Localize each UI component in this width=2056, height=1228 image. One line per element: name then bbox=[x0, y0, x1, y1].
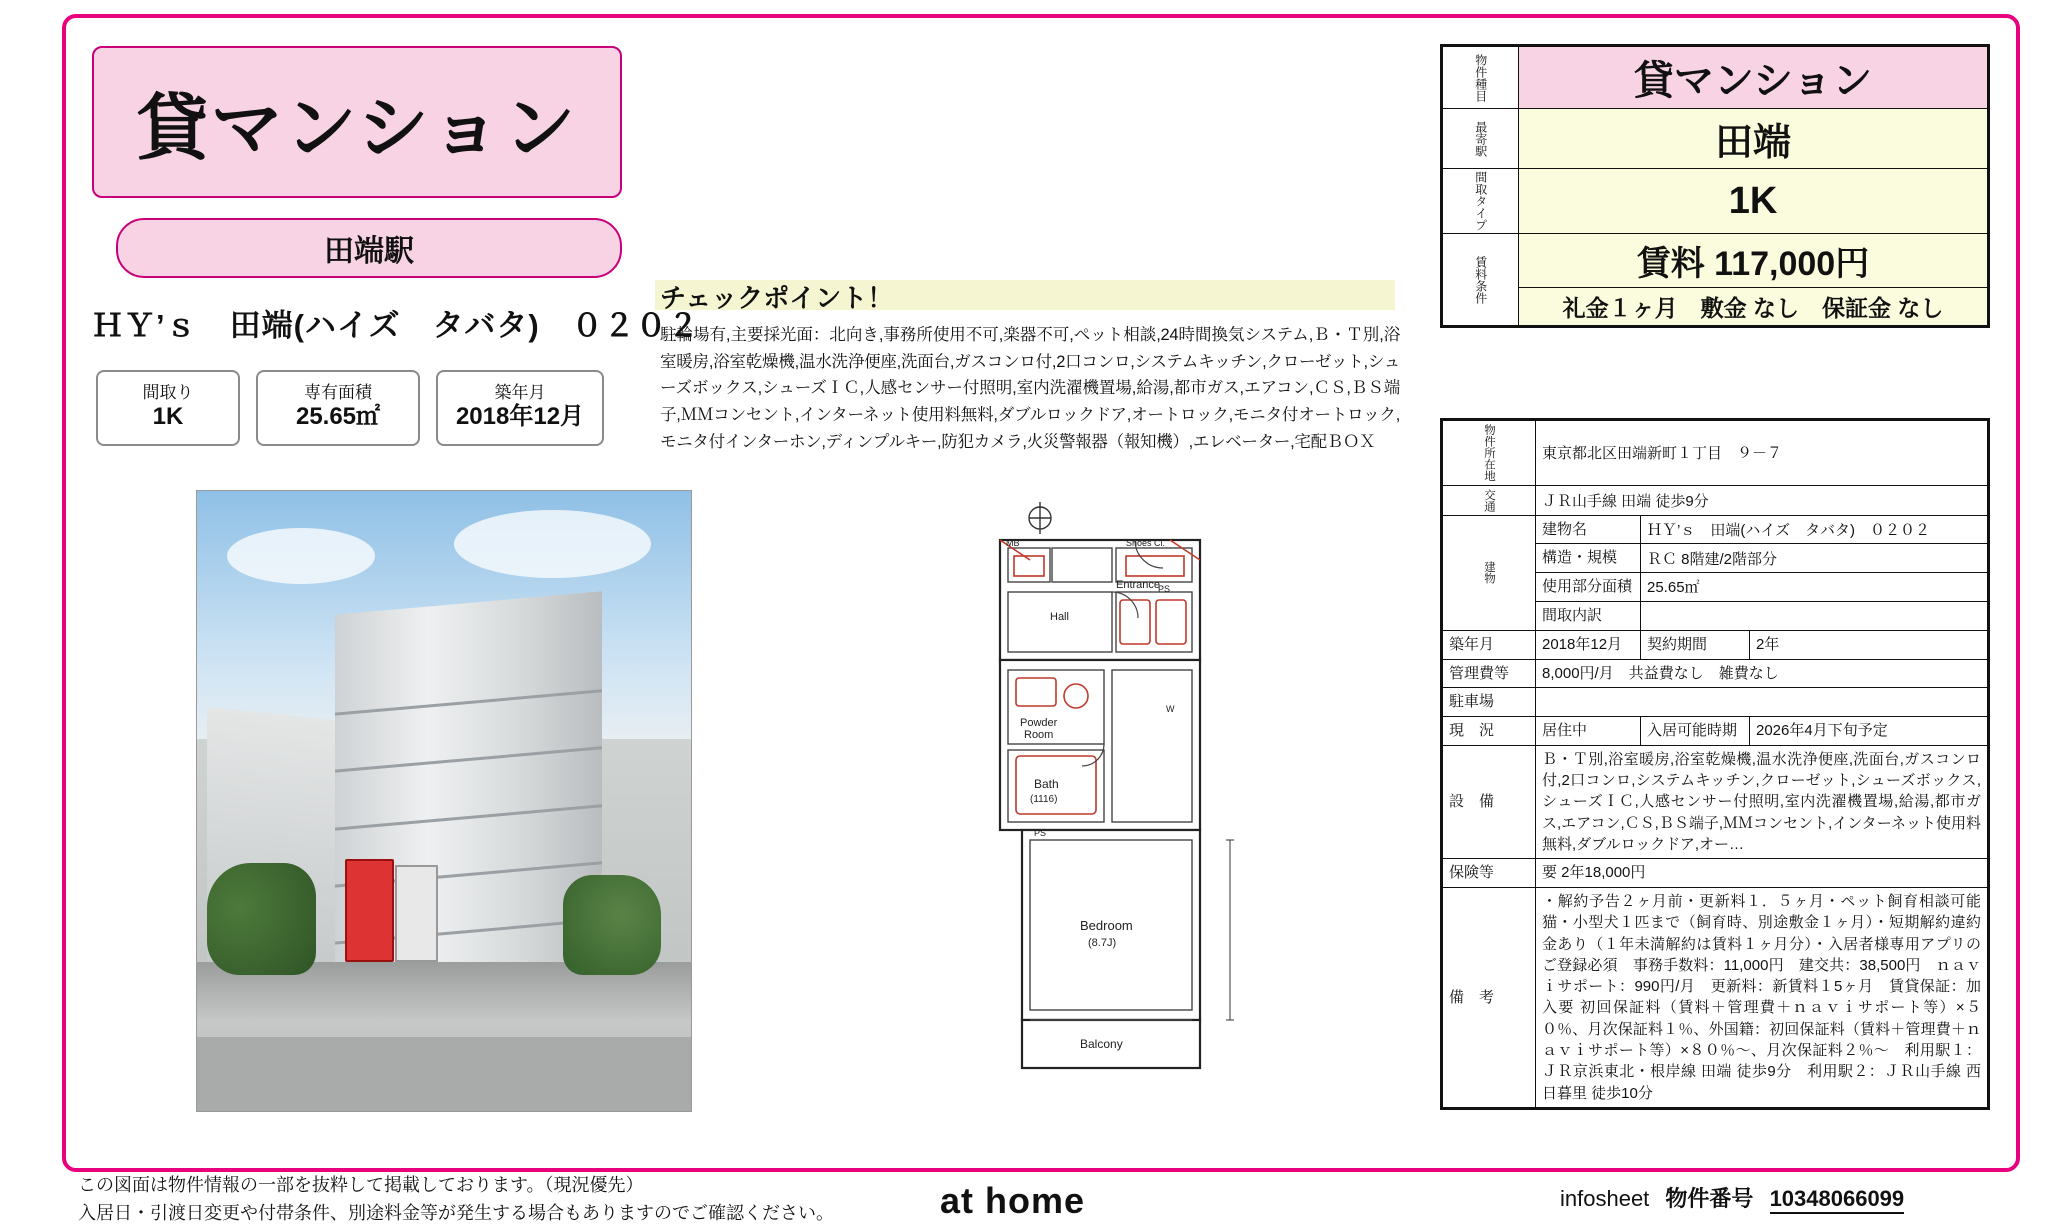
detail-label-building-name: 建物名 bbox=[1536, 515, 1641, 544]
detail-label-status: 現 況 bbox=[1443, 717, 1536, 746]
photo-vending-machine-2 bbox=[395, 865, 439, 962]
summary-label-type: 物件種目 bbox=[1443, 47, 1519, 109]
detail-value-structure: ＲＣ 8階建/2階部分 bbox=[1641, 544, 1988, 573]
footer-note bbox=[78, 1172, 834, 1228]
summary-row-station bbox=[1443, 109, 1988, 169]
detail-label-structure: 構造・規模 bbox=[1536, 544, 1641, 573]
detail-value-available: 2026年4月下旬予定 bbox=[1750, 717, 1988, 746]
spec-area bbox=[256, 370, 420, 446]
plan-label-hall: Hall bbox=[1050, 611, 1069, 623]
detail-value-building-name: ＨＹ’ｓ 田端(ハイズ タバタ) ０２０２ bbox=[1641, 515, 1988, 544]
athome-logo-text: at home bbox=[940, 1180, 1086, 1221]
summary-label-layout: 間取タイプ bbox=[1443, 169, 1519, 234]
summary-label-rent: 賃料条件 bbox=[1443, 234, 1519, 326]
photo-cloud bbox=[227, 528, 375, 584]
footer-note-line1: この図面は物件情報の一部を抜粋して掲載しております。（現況優先） bbox=[78, 1175, 644, 1195]
summary-value-layout: 1K bbox=[1518, 169, 1987, 234]
building-title: ＨＹ’ｓ 田端(ハイズ タバタ) ０２０２ bbox=[92, 308, 700, 343]
plan-label-entrance: Entrance bbox=[1116, 579, 1161, 591]
summary-label-station: 最寄駅 bbox=[1443, 109, 1519, 169]
photo-vending-machine bbox=[345, 859, 393, 962]
detail-row-status bbox=[1443, 717, 1988, 746]
detail-label-address: 物件所在地 bbox=[1443, 421, 1536, 486]
photo-cloud bbox=[454, 510, 652, 578]
detail-row-access bbox=[1443, 485, 1988, 515]
detail-value-insurance: 要 2年18,000円 bbox=[1536, 859, 1988, 888]
detail-label-built: 築年月 bbox=[1443, 630, 1536, 659]
detail-value-layout-breakdown bbox=[1641, 601, 1988, 630]
footer-note-line2: 入居日・引渡日変更や付帯条件、別途料金等が発生する場合もありますのでご確認ください。 bbox=[78, 1202, 834, 1223]
detail-value-area: 25.65㎡ bbox=[1641, 573, 1988, 602]
summary-value-type: 貸マンション bbox=[1518, 47, 1987, 109]
summary-table bbox=[1440, 44, 1990, 328]
infosheet-label: infosheet bbox=[1560, 1186, 1650, 1211]
detail-row-equipment bbox=[1443, 745, 1988, 858]
detail-value-contract: 2年 bbox=[1750, 630, 1988, 659]
photo-road bbox=[197, 1037, 691, 1111]
detail-row-insurance bbox=[1443, 859, 1988, 888]
detail-row-built bbox=[1443, 630, 1988, 659]
infosheet-footer bbox=[1560, 1182, 1904, 1213]
plan-label-bedroom: Bedroom bbox=[1080, 918, 1133, 933]
detail-value-parking bbox=[1536, 688, 1988, 717]
detail-label-area: 使用部分面積 bbox=[1536, 573, 1641, 602]
detail-row-building-name bbox=[1443, 515, 1988, 544]
property-no-label: 物件番号 bbox=[1665, 1186, 1754, 1211]
detail-label-available: 入居可能時期 bbox=[1641, 717, 1750, 746]
plan-label-powder2: Room bbox=[1024, 729, 1054, 741]
plan-label-w: W bbox=[1166, 704, 1175, 714]
detail-value-access: ＪＲ山手線 田端 徒歩9分 bbox=[1536, 485, 1988, 515]
detail-row-address bbox=[1443, 421, 1988, 486]
summary-row-deposit bbox=[1443, 288, 1988, 326]
detail-label-insurance: 保険等 bbox=[1443, 859, 1536, 888]
detail-row-mgmt bbox=[1443, 659, 1988, 688]
floor-plan bbox=[930, 500, 1330, 1110]
plan-label-bedroom-size: (8.7J) bbox=[1088, 937, 1117, 949]
detail-value-equipment: Ｂ・Ｔ別,浴室暖房,浴室乾燥機,温水洗浄便座,洗面台,ガスコンロ付,2口コンロ,システムキッチン,クローゼット,シューズボックス,シューズＩＣ,人感センサー付照明,室内洗濯機置場,給湯,都市ガス,エアコン,ＣＳ,ＢＳ端子,ＭＭコンセント,インターネット使用料無料,ダブルロックドア,オー… bbox=[1536, 745, 1988, 858]
detail-value-status: 居住中 bbox=[1536, 717, 1641, 746]
summary-value-rent: 賃料 117,000円 bbox=[1518, 234, 1987, 288]
detail-label-parking: 駐車場 bbox=[1443, 688, 1536, 717]
detail-value-mgmt: 8,000円/月 共益費なし 雑費なし bbox=[1536, 659, 1988, 688]
detail-value-built: 2018年12月 bbox=[1536, 630, 1641, 659]
spec-row bbox=[96, 370, 656, 446]
detail-label-equipment: 設 備 bbox=[1443, 745, 1536, 858]
detail-label-building: 建物 bbox=[1443, 515, 1536, 630]
spec-layout-value: 1K bbox=[152, 402, 184, 430]
plan-label-balcony: Balcony bbox=[1080, 1037, 1123, 1051]
plan-label-powder: Powder bbox=[1020, 717, 1058, 729]
plan-label-mb: MB bbox=[1006, 538, 1020, 548]
photo-plant-left bbox=[207, 863, 316, 975]
summary-value-deposit: 礼金１ヶ月 敷金 なし 保証金 なし bbox=[1518, 288, 1987, 326]
detail-value-address: 東京都北区田端新町１丁目 ９－７ bbox=[1536, 421, 1988, 486]
detail-table bbox=[1440, 418, 1997, 1110]
spec-built-label: 築年月 bbox=[494, 383, 546, 403]
summary-row-rent bbox=[1443, 234, 1988, 288]
summary-row-type bbox=[1443, 47, 1988, 109]
plan-label-ps: PS bbox=[1158, 584, 1171, 594]
summary-row-layout bbox=[1443, 169, 1988, 234]
spec-layout-label: 間取り bbox=[142, 383, 194, 403]
plan-label-bath-size: (1116) bbox=[1030, 794, 1058, 805]
property-no-value: 10348066099 bbox=[1770, 1186, 1905, 1214]
property-type-label: 貸マンション bbox=[136, 89, 578, 169]
detail-label-access: 交通 bbox=[1443, 485, 1536, 515]
spec-built bbox=[436, 370, 604, 446]
spec-area-label: 専有面積 bbox=[304, 383, 372, 403]
detail-row-parking bbox=[1443, 688, 1988, 717]
plan-label-shoes: Shoes Cl. bbox=[1126, 538, 1166, 548]
checkpoint-body: 駐輪場有,主要採光面：北向き,事務所使用不可,楽器不可,ペット相談,24時間換気システム,Ｂ・Ｔ別,浴室暖房,浴室乾燥機,温水洗浄便座,洗面台,ガスコンロ付,2口コンロ,システムキッチン,クローゼット,シューズボックス,シューズＩＣ,人感センサー付照明,室内洗濯機置場,給湯,都市ガス,エアコン,ＣＳ,ＢＳ端子,ＭＭコンセント,インターネット使用料無料,ダブルロックドア,オートロック,モニタ付オートロック,モニタ付インターホン,ディンプルキー,防犯カメラ,火災警報器（報知機）,エレベーター,宅配ＢＯＸ bbox=[660, 326, 1400, 451]
property-type-title bbox=[92, 46, 622, 198]
station-label: 田端駅 bbox=[324, 235, 414, 268]
station-badge bbox=[116, 218, 622, 278]
summary-value-station: 田端 bbox=[1518, 109, 1987, 169]
detail-label-layout-breakdown: 間取内訳 bbox=[1536, 601, 1641, 630]
spec-built-value: 2018年12月 bbox=[455, 402, 585, 430]
detail-label-mgmt: 管理費等 bbox=[1443, 659, 1536, 688]
detail-value-remarks: ・解約予告２ヶ月前・更新料１．５ヶ月・ペット飼育相談可能 猫・小型犬１匹まで（飼育時、別途敷金１ヶ月）・短期解約違約金あり（１年未満解約は賃料１ヶ月分）・入居者様専用アプリのご登録必須 事務手数料：11,000円 建交共：38,500円 ｎａｖｉサポート：990円/月 更新料：新賃料１5ヶ月 賃貸保証：加入要 初回保証料（賃料＋管理費＋ｎａｖｉサポート等）×５０％、月次保証料１％、外国籍：初回保証料（賃料＋管理費＋ｎａｖｉサポート等）×８０％～、月次保証料２％～ 利用駅１：ＪＲ京浜東北・根岸線 田端 徒歩9分 利用駅２：ＪＲ山手線 西日暮里 徒歩10分 bbox=[1536, 887, 1988, 1107]
checkpoint-title: チェックポイント！ bbox=[660, 283, 894, 313]
plan-label-bath: Bath bbox=[1034, 777, 1059, 791]
detail-label-remarks: 備 考 bbox=[1443, 887, 1536, 1107]
spec-area-value: 25.65㎡ bbox=[295, 402, 381, 430]
exterior-photo bbox=[196, 490, 692, 1112]
athome-logo bbox=[940, 1180, 1085, 1222]
photo-plant-right bbox=[563, 875, 662, 974]
detail-row-remarks bbox=[1443, 887, 1988, 1107]
spec-layout bbox=[96, 370, 240, 446]
detail-label-contract: 契約期間 bbox=[1641, 630, 1750, 659]
plan-label-ps2: PS bbox=[1034, 828, 1047, 838]
